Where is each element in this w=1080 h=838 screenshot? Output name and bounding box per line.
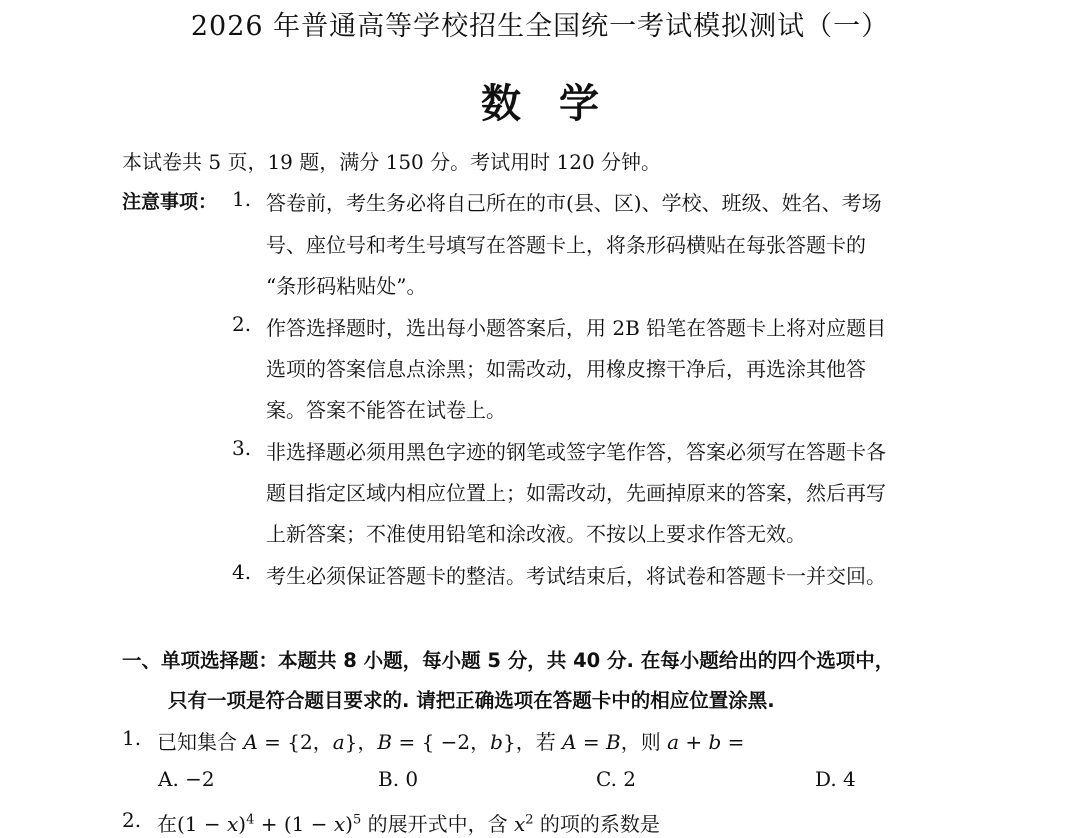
notice-line: 非选择题必须用黑色字迹的钢笔或签字笔作答，答案必须写在答题卡各	[266, 440, 886, 464]
notice-line: 上新答案；不准使用铅笔和涂改液。不按以上要求作答无效。	[266, 522, 806, 546]
notice-number: 2.	[232, 312, 252, 336]
question-number: 1.	[122, 726, 142, 750]
subject-title: 数学	[481, 81, 637, 127]
exam-intro: 本试卷共 5 页，19 题，满分 150 分。考试用时 120 分钟。	[122, 150, 662, 174]
notice-line: 考生必须保证答题卡的整洁。考试结束后，将试卷和答题卡一并交回。	[266, 564, 886, 588]
notice-line: 号、座位号和考生号填写在答题卡上，将条形码横贴在每张答题卡的	[266, 233, 866, 257]
notice-number: 1.	[232, 187, 252, 211]
option-b: B. 0	[378, 767, 419, 791]
notice-line: 答卷前，考生务必将自己所在的市(县、区)、学校、班级、姓名、考场	[266, 191, 882, 215]
notice-line: 选项的答案信息点涂黑；如需改动，用橡皮擦干净后，再选涂其他答	[266, 357, 866, 381]
section-heading-cont: 只有一项是符合题目要求的. 请把正确选项在答题卡中的相应位置涂黑.	[168, 689, 775, 712]
option-a: A. −2	[158, 767, 215, 791]
notice-line: 案。答案不能答在试卷上。	[266, 398, 506, 422]
notice-number: 4.	[232, 560, 252, 584]
notice-number: 3.	[232, 436, 252, 460]
notice-line: “条形码粘贴处”。	[266, 274, 427, 298]
notice-line: 题目指定区域内相应位置上；如需改动，先画掉原来的答案，然后再写	[266, 481, 886, 505]
question-number: 2.	[122, 808, 142, 832]
option-d: D. 4	[815, 767, 856, 791]
option-c: C. 2	[596, 767, 637, 791]
exam-title: 2026 年普通高等学校招生全国统一考试模拟测试（一）	[190, 11, 890, 42]
notice-line: 作答选择题时，选出每小题答案后，用 2B 铅笔在答题卡上将对应题目	[266, 316, 887, 340]
question-stem: 在$(1 - x)^4 + (1 - x)^5$ 的展开式中，含 $x^2$ 的项的系数是	[157, 812, 660, 836]
section-heading: 一、单项选择题：本题共 8 小题，每小题 5 分，共 40 分. 在每小题给出的四个选项中，	[122, 649, 895, 672]
question-stem: 已知集合 A = {2，a}，B = { −2，b}，若 A = B，则 a + b =	[157, 730, 745, 754]
notice-label: 注意事项：	[122, 191, 218, 213]
